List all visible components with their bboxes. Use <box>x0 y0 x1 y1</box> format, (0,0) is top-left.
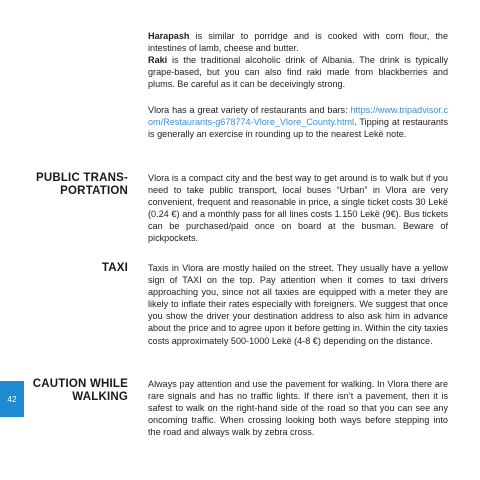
harapash-paragraph <box>148 30 448 54</box>
harapash-description: is similar to porridge and is cooked with corn flour, the intestines of lamb, cheese and butter. <box>148 31 448 54</box>
restaurants-intro: Vlora has a great variety of restaurants and bars: <box>148 105 351 115</box>
raki-paragraph <box>148 54 448 90</box>
public-transportation-text: Vlora is a compact city and the best way to get around is to walk but if you need to take public transport, local buses “Urban” in Vlora are very convenient, frequent and reasonable in price, a single ticket costs 30 Lekë (0.24 €) and a monthly pass for all lines costs 1.150 Lekë (9€). Bus tickets can be purchased/paid once on board at the busman. Beware of pickpockets. <box>148 173 448 244</box>
restaurants-paragraph <box>148 104 448 140</box>
page-number: 42 <box>7 394 17 404</box>
restaurants-tipping: . Tipping at restaurants is generally an exercise in rounding up to the nearest Lekë note. <box>148 117 448 140</box>
taxi-text: Taxis in Vlora are mostly hailed on the street. They usually have a yellow sign of TAXI on the top. Pay attention when it comes to taxi drivers approaching you, since not all taxies are equipped with a meter they are likely to inflate their rates especially with foreigners. We suggest that once you show the driver your destination address to also ask him in advance about the price and to agree upon it before getting in. Within the city taxies costs approximately 500-1000 Lekë (4-8 €) depending on the distance. <box>148 263 448 346</box>
caution-walking-text: Always pay attention and use the pavement for walking. In Vlora there are rare signals and has no traffic lights. If there isn’t a pavement, then it is safest to walk on the right-hand side of the road so that you can see any oncoming traffic. When crossing looking both ways before stepping into the road and always walk by zebra cross. <box>148 379 448 438</box>
taxi-heading: TAXI <box>101 262 128 274</box>
raki-term: Raki <box>148 55 168 65</box>
public-transportation-heading: PUBLIC TRANS- PORTATION <box>35 172 128 197</box>
harapash-term: Harapash <box>148 31 190 41</box>
caution-walking-heading: CAUTION WHILE WALKING <box>32 378 128 403</box>
raki-description: is the traditional alcoholic drink of Albania. The drink is typically grape-based, but you can also find raki made from blackberries and plums. Be careful as it can be deceivingly strong. <box>148 55 448 90</box>
page-number-tab <box>0 381 24 417</box>
tripadvisor-link[interactable]: https://www.tripadvisor.com/Restaurants-g678774-Vlore_Vlore_County.html <box>148 105 448 128</box>
